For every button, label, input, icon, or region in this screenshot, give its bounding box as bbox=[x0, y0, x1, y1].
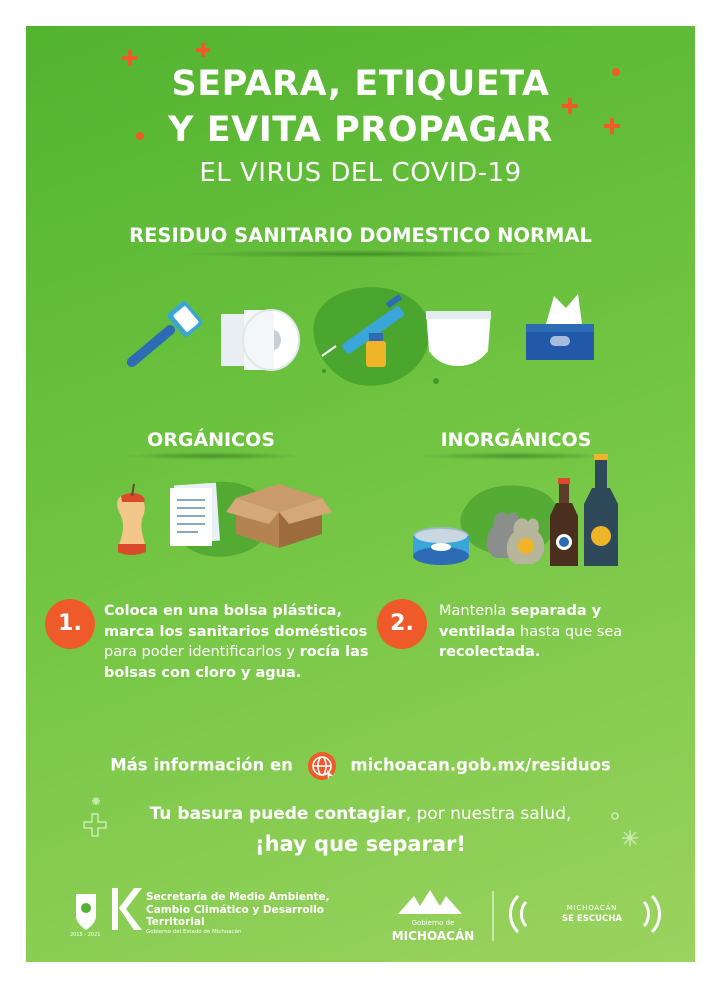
gobierno-estado-caption: Gobierno del Estado de Michoacán bbox=[146, 929, 242, 935]
years-caption: 2015 - 2021 bbox=[70, 932, 101, 938]
gobierno-michoacan-logo bbox=[398, 890, 462, 914]
slogan-bold-part: Tu basura puede contagiar bbox=[149, 804, 406, 824]
section-inorganic-heading: INORGÁNICOS bbox=[440, 429, 592, 451]
footer-logos bbox=[26, 26, 695, 962]
more-info-url-link[interactable]: michoacan.gob.mx/residuos bbox=[350, 755, 611, 775]
title-line-1: SEPARA, ETIQUETA bbox=[171, 64, 550, 104]
gobierno-de-caption: Gobierno de bbox=[411, 919, 455, 927]
step-2-text-part: separada y ventilada bbox=[439, 603, 602, 640]
secretaria-name: Secretaría de Medio Ambiente, Cambio Climático y Desarrollo Territorial bbox=[146, 891, 330, 928]
michoacan-wordmark: MICHOACÁN bbox=[391, 929, 475, 943]
slogan-line-2: ¡hay que separar! bbox=[255, 832, 466, 856]
step-2-text-part: hasta que sea bbox=[515, 623, 623, 640]
step-2-text-part: recolectada. bbox=[439, 644, 541, 660]
title-line-3: EL VIRUS DEL COVID-19 bbox=[199, 158, 522, 188]
escucha-line-2: SE ESCUCHA bbox=[562, 914, 622, 924]
title-line-2: Y EVITA PROPAGAR bbox=[168, 110, 553, 150]
slogan-normal-part: , por nuestra salud, bbox=[405, 804, 572, 824]
step-1-badge: 1. bbox=[45, 599, 95, 649]
poster bbox=[26, 26, 695, 962]
section-organic-heading: ORGÁNICOS bbox=[147, 429, 275, 451]
step-2-badge: 2. bbox=[377, 599, 427, 649]
secretaria-k-logo bbox=[112, 888, 142, 930]
step-1-text-part: para poder identificarlos y bbox=[104, 644, 300, 660]
step-1-text-part: Coloca en una bolsa plástica, marca los sanitarios domésticos bbox=[104, 603, 368, 640]
section-normal-waste-heading: RESIDUO SANITARIO DOMESTICO NORMAL bbox=[129, 224, 592, 247]
escucha-line-1: MICHOACÁN bbox=[566, 904, 618, 912]
step-1-text-part: rocía las bolsas con cloro y agua. bbox=[104, 644, 369, 681]
more-info-prefix: Más información en bbox=[110, 755, 293, 775]
step-2-text-part: Mantenla bbox=[439, 603, 511, 619]
state-shield-logo bbox=[76, 894, 96, 930]
